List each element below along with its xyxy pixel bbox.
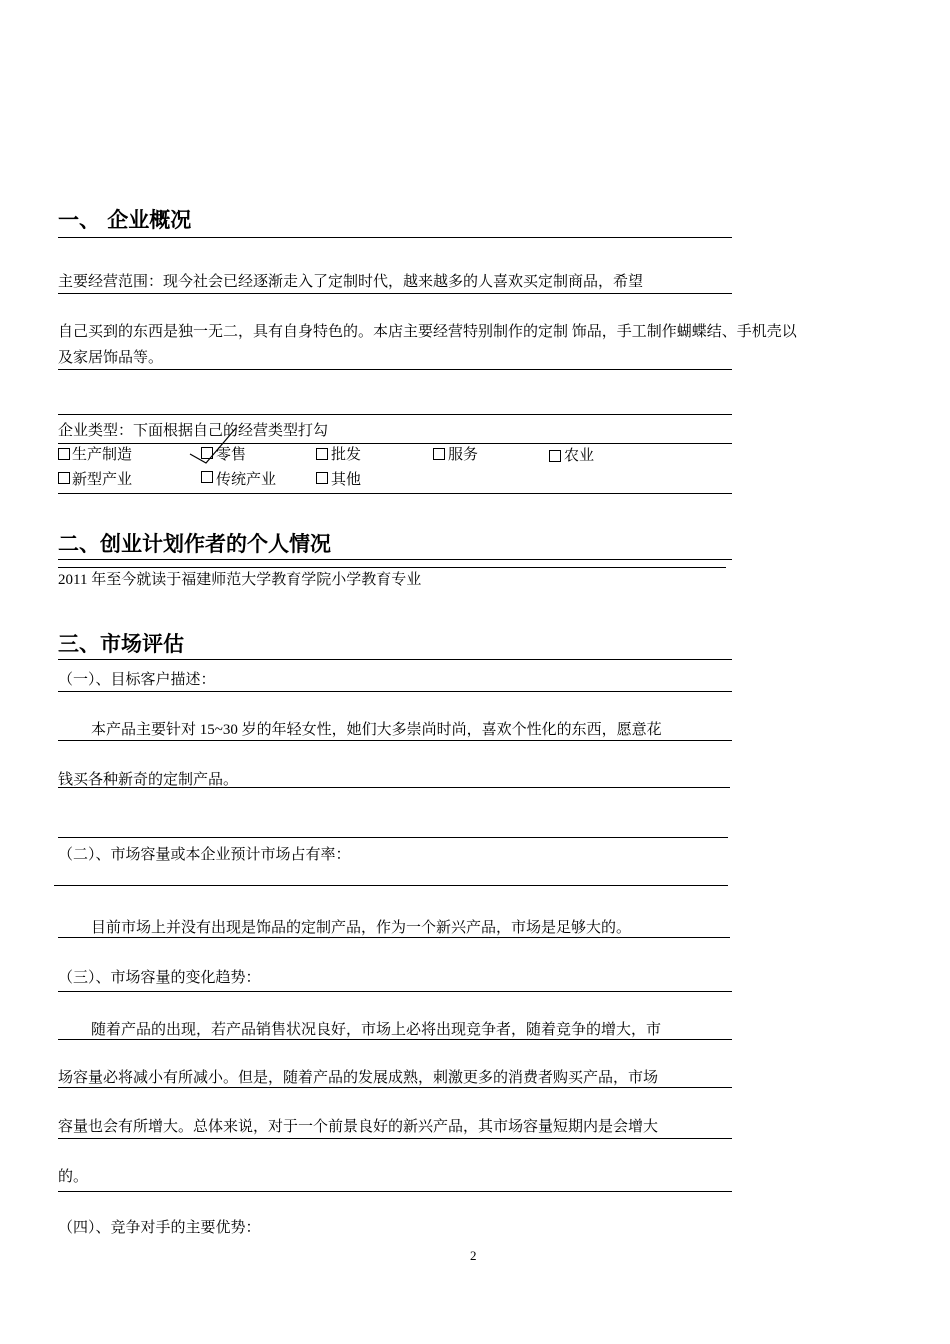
divider xyxy=(58,559,732,560)
checkbox[interactable] xyxy=(316,472,328,484)
business-type-prompt: 企业类型：下面根据自己的经营类型打勾 xyxy=(58,423,329,439)
checkbox[interactable] xyxy=(316,448,328,460)
divider xyxy=(58,237,732,238)
trend-line-1: 随着产品的出现，若产品销售状况良好，市场上必将出现竞争者，随着竞争的增大，市 xyxy=(91,1022,662,1038)
type-label: 零售 xyxy=(216,447,247,463)
divider xyxy=(58,787,730,788)
target-customer-line-2: 钱买各种新奇的定制产品。 xyxy=(58,772,239,788)
type-label: 生产制造 xyxy=(72,447,133,463)
divider xyxy=(58,991,732,992)
divider xyxy=(58,443,732,444)
type-label: 服务 xyxy=(448,447,479,463)
type-label: 新型产业 xyxy=(72,472,133,488)
divider xyxy=(58,1039,732,1040)
divider xyxy=(58,369,732,370)
trend-line-2: 场容量必将减小有所减小。但是，随着产品的发展成熟，刺激更多的消费者购买产品，市场 xyxy=(58,1070,659,1086)
type-label: 传统产业 xyxy=(216,472,277,488)
section-2-heading: 二、创业计划作者的个人情况 xyxy=(58,532,331,556)
divider xyxy=(58,493,732,494)
checkbox[interactable] xyxy=(549,450,561,462)
checkbox[interactable] xyxy=(58,472,70,484)
type-label: 其他 xyxy=(331,472,362,488)
author-info: 2011 年至今就读于福建师范大学教育学院小学教育专业 xyxy=(58,572,422,588)
page-number: 2 xyxy=(470,1248,477,1263)
scope-line-1: 主要经营范围：现今社会已经逐渐走入了定制时代，越来越多的人喜欢买定制商品，希望 xyxy=(58,274,644,290)
market-capacity-line-1: 目前市场上并没有出现是饰品的定制产品，作为一个新兴产品，市场是足够大的。 xyxy=(91,920,632,936)
divider xyxy=(58,567,726,568)
divider xyxy=(58,1191,732,1192)
divider xyxy=(58,691,732,692)
type-label: 农业 xyxy=(564,448,595,464)
trend-line-4: 的。 xyxy=(58,1169,89,1185)
divider xyxy=(58,837,728,838)
divider xyxy=(58,293,732,294)
subsection-1-title: （一）、目标客户描述： xyxy=(58,672,216,688)
divider xyxy=(58,659,732,660)
divider xyxy=(58,1087,732,1088)
subsection-4-title: （四）、竞争对手的主要优势： xyxy=(58,1220,261,1236)
divider xyxy=(58,1138,732,1139)
trend-line-3: 容量也会有所增大。总体来说，对于一个前景良好的新兴产品，其市场容量短期内是会增大 xyxy=(58,1119,659,1135)
checkbox[interactable] xyxy=(433,448,445,460)
scope-line-3: 及家居饰品等。 xyxy=(58,350,164,366)
scope-line-2: 自己买到的东西是独一无二，具有自身特色的。本店主要经营特别制作的定制 饰品，手工制作蝴蝶结、手机壳以 xyxy=(58,324,797,340)
subsection-2-title: （二）、市场容量或本企业预计市场占有率： xyxy=(58,847,351,863)
target-customer-line-1: 本产品主要针对 15~30 岁的年轻女性，她们大多崇尚时尚，喜欢个性化的东西，愿意花 xyxy=(91,722,662,738)
section-3-heading: 三、市场评估 xyxy=(58,632,184,656)
subsection-3-title: （三）、市场容量的变化趋势： xyxy=(58,970,261,986)
divider xyxy=(58,414,732,415)
type-label: 批发 xyxy=(331,447,362,463)
checkbox[interactable] xyxy=(201,471,213,483)
divider xyxy=(54,885,728,886)
divider xyxy=(58,740,732,741)
checkmark-icon xyxy=(188,426,242,466)
section-1-heading: 一、 企业概况 xyxy=(58,208,192,232)
divider xyxy=(58,937,730,938)
checkbox[interactable] xyxy=(58,448,70,460)
